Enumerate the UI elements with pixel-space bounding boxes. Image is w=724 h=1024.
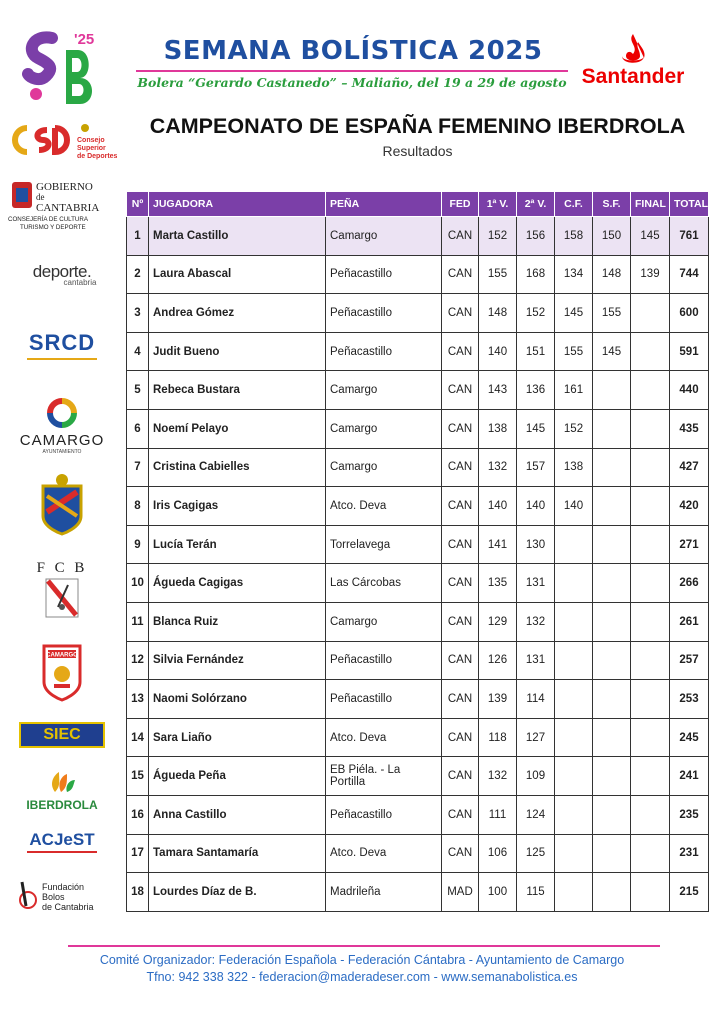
cell-round1: 111 <box>479 795 517 834</box>
cell-round1: 118 <box>479 718 517 757</box>
cell-total: 253 <box>670 680 709 719</box>
cell-fed: CAN <box>442 371 479 410</box>
cell-pena: Camargo <box>326 217 442 256</box>
table-row <box>127 602 709 641</box>
santander-wordmark: Santander <box>581 65 685 88</box>
cell-round2: 145 <box>517 409 555 448</box>
cell-fed: CAN <box>442 718 479 757</box>
cell-player: Águeda Peña <box>149 757 326 796</box>
cell-number: 4 <box>127 332 149 371</box>
cell-fed: CAN <box>442 602 479 641</box>
cell-pena: Camargo <box>326 409 442 448</box>
svg-text:Superior: Superior <box>77 145 106 152</box>
cell-round1: 143 <box>479 371 517 410</box>
cell-round1: 155 <box>479 255 517 294</box>
fundacion-bolos-icon <box>6 876 118 916</box>
table-row <box>127 409 709 448</box>
cell-number: 9 <box>127 525 149 564</box>
svg-text:TURISMO Y DEPORTE: TURISMO Y DEPORTE <box>20 224 86 231</box>
event-title: SEMANA BOLÍSTICA 2025 <box>163 36 543 66</box>
cell-pena: Camargo <box>326 371 442 410</box>
cell-player: Rebeca Bustara <box>149 371 326 410</box>
svg-text:CONSEJERÍA DE CULTURA: CONSEJERÍA DE CULTURA <box>8 216 88 223</box>
cell-pena: EB Piéla. - La Portilla <box>326 757 442 796</box>
cell-quarterfinal <box>555 602 593 641</box>
cell-fed: CAN <box>442 564 479 603</box>
cell-number: 17 <box>127 834 149 873</box>
srcd-logo: SRCD <box>6 330 118 360</box>
svg-text:Consejo: Consejo <box>77 137 105 144</box>
santander-flame-icon <box>618 32 648 66</box>
svg-text:GOBIERNO: GOBIERNO <box>36 181 93 193</box>
cell-semifinal <box>593 757 631 796</box>
cell-player: Judit Bueno <box>149 332 326 371</box>
cell-total: 761 <box>670 217 709 256</box>
title-divider <box>136 70 568 72</box>
cell-total: 271 <box>670 525 709 564</box>
cell-final <box>631 641 670 680</box>
cell-semifinal <box>593 371 631 410</box>
cell-semifinal <box>593 564 631 603</box>
results-subtitle: Resultados <box>382 143 453 159</box>
cell-quarterfinal <box>555 757 593 796</box>
table-row <box>127 757 709 796</box>
table-row <box>127 525 709 564</box>
club-shield-logo <box>6 472 118 542</box>
logo-year-badge: '25 <box>74 31 95 48</box>
svg-text:Bolos: Bolos <box>42 892 65 902</box>
cell-pena: Peñacastillo <box>326 255 442 294</box>
cell-final <box>631 332 670 371</box>
cell-fed: CAN <box>442 332 479 371</box>
cell-quarterfinal: 158 <box>555 217 593 256</box>
cell-round1: 100 <box>479 873 517 912</box>
cell-semifinal <box>593 641 631 680</box>
cell-final <box>631 371 670 410</box>
cell-pena: Peñacastillo <box>326 332 442 371</box>
col-header-round2: 2ª V. <box>517 192 555 217</box>
cell-total: 235 <box>670 795 709 834</box>
cell-pena: Madrileña <box>326 873 442 912</box>
cell-player: Lourdes Díaz de B. <box>149 873 326 912</box>
cell-player: Noemí Pelayo <box>149 409 326 448</box>
cell-round2: 131 <box>517 641 555 680</box>
results-body <box>127 217 709 912</box>
cell-player: Lucía Terán <box>149 525 326 564</box>
cell-round2: 114 <box>517 680 555 719</box>
cell-round1: 140 <box>479 332 517 371</box>
cell-quarterfinal: 152 <box>555 409 593 448</box>
cell-number: 8 <box>127 487 149 526</box>
cell-semifinal <box>593 487 631 526</box>
cell-total: 744 <box>670 255 709 294</box>
cell-total: 420 <box>670 487 709 526</box>
cell-round2: 125 <box>517 834 555 873</box>
table-row <box>127 680 709 719</box>
acjest-underline <box>27 851 97 853</box>
table-row <box>127 718 709 757</box>
table-row <box>127 873 709 912</box>
cell-pena: Atco. Deva <box>326 834 442 873</box>
cell-round2: 109 <box>517 757 555 796</box>
col-header-quarterfinal: C.F. <box>555 192 593 217</box>
cell-number: 5 <box>127 371 149 410</box>
cell-player: Andrea Gómez <box>149 294 326 333</box>
table-row <box>127 371 709 410</box>
cell-player: Naomi Solórzano <box>149 680 326 719</box>
cell-final <box>631 795 670 834</box>
cell-semifinal: 148 <box>593 255 631 294</box>
col-header-number: Nº <box>127 192 149 217</box>
cell-quarterfinal <box>555 525 593 564</box>
cell-total: 600 <box>670 294 709 333</box>
cell-final <box>631 294 670 333</box>
cell-fed: CAN <box>442 757 479 796</box>
iberdrola-leaves-icon <box>47 770 77 794</box>
table-row <box>127 448 709 487</box>
cell-number: 13 <box>127 680 149 719</box>
srcd-underline <box>27 358 97 360</box>
table-row <box>127 217 709 256</box>
footer-organizers: Comité Organizador: Federación Española - Federación Cántabra - Ayuntamiento de Camargo <box>99 953 625 967</box>
cell-fed: CAN <box>442 487 479 526</box>
cell-semifinal: 155 <box>593 294 631 333</box>
siec-logo: SIEC <box>6 722 118 748</box>
footer-divider <box>68 945 660 947</box>
svg-text:de Cantabria: de Cantabria <box>42 902 94 912</box>
cell-quarterfinal <box>555 873 593 912</box>
cell-pena: Camargo <box>326 448 442 487</box>
cell-fed: CAN <box>442 641 479 680</box>
cell-pena: Peñacastillo <box>326 641 442 680</box>
cell-final <box>631 834 670 873</box>
cell-round1: 148 <box>479 294 517 333</box>
cell-total: 245 <box>670 718 709 757</box>
cell-round2: 115 <box>517 873 555 912</box>
svg-text:de Deportes: de Deportes <box>77 153 117 160</box>
cell-fed: CAN <box>442 294 479 333</box>
cell-round1: 152 <box>479 217 517 256</box>
cell-total: 440 <box>670 371 709 410</box>
cell-player: Anna Castillo <box>149 795 326 834</box>
table-row <box>127 332 709 371</box>
svg-text:de: de <box>36 192 45 202</box>
cell-pena: Torrelavega <box>326 525 442 564</box>
fcb-logo: F C B <box>6 560 118 625</box>
cell-player: Sara Liaño <box>149 718 326 757</box>
acjest-logo: ACJeST <box>6 830 118 853</box>
cell-round2: 152 <box>517 294 555 333</box>
cell-final <box>631 525 670 564</box>
cell-quarterfinal <box>555 718 593 757</box>
cell-pena: Peñacastillo <box>326 294 442 333</box>
cell-semifinal <box>593 448 631 487</box>
cell-fed: CAN <box>442 217 479 256</box>
cell-number: 14 <box>127 718 149 757</box>
cell-final: 139 <box>631 255 670 294</box>
cell-total: 435 <box>670 409 709 448</box>
cell-fed: MAD <box>442 873 479 912</box>
cell-round2: 157 <box>517 448 555 487</box>
cell-quarterfinal <box>555 795 593 834</box>
cell-round2: 132 <box>517 602 555 641</box>
cell-number: 6 <box>127 409 149 448</box>
fundacion-bolos-logo <box>6 876 118 920</box>
cell-final <box>631 757 670 796</box>
cell-total: 591 <box>670 332 709 371</box>
cell-number: 11 <box>127 602 149 641</box>
deporte-cantabria-logo: deporte. cantabria <box>32 262 97 287</box>
cell-final <box>631 448 670 487</box>
cell-round1: 132 <box>479 448 517 487</box>
col-header-semifinal: S.F. <box>593 192 631 217</box>
table-row <box>127 641 709 680</box>
cell-number: 18 <box>127 873 149 912</box>
club-crest-icon <box>37 472 87 538</box>
table-row <box>127 564 709 603</box>
cell-player: Cristina Cabielles <box>149 448 326 487</box>
footer-contact: Tfno: 942 338 322 - federacion@maderadeser.com - www.semanabolistica.es <box>146 970 578 984</box>
cell-semifinal <box>593 525 631 564</box>
cell-round2: 127 <box>517 718 555 757</box>
cell-total: 257 <box>670 641 709 680</box>
cell-semifinal: 150 <box>593 217 631 256</box>
cell-fed: CAN <box>442 409 479 448</box>
cell-semifinal <box>593 795 631 834</box>
cell-player: Águeda Cagigas <box>149 564 326 603</box>
svg-text:CAMARGO: CAMARGO <box>46 652 78 659</box>
cell-number: 12 <box>127 641 149 680</box>
table-row <box>127 834 709 873</box>
cell-round1: 141 <box>479 525 517 564</box>
cell-round2: 131 <box>517 564 555 603</box>
table-row <box>127 255 709 294</box>
cell-round2: 168 <box>517 255 555 294</box>
cell-quarterfinal <box>555 680 593 719</box>
table-header-row <box>127 192 709 217</box>
cell-semifinal <box>593 718 631 757</box>
cell-total: 427 <box>670 448 709 487</box>
cell-number: 1 <box>127 217 149 256</box>
cell-round1: 138 <box>479 409 517 448</box>
cell-quarterfinal: 138 <box>555 448 593 487</box>
table-row <box>127 487 709 526</box>
cell-pena: Peñacastillo <box>326 795 442 834</box>
gobierno-cantabria-logo <box>6 178 118 236</box>
cell-fed: CAN <box>442 525 479 564</box>
camargo-logo: CAMARGO AYUNTAMIENTO <box>6 398 118 455</box>
cell-player: Laura Abascal <box>149 255 326 294</box>
col-header-total: TOTAL <box>670 192 709 217</box>
cell-fed: CAN <box>442 834 479 873</box>
cell-round2: 124 <box>517 795 555 834</box>
results-table <box>126 191 709 912</box>
col-header-player: JUGADORA <box>149 192 326 217</box>
cell-quarterfinal: 161 <box>555 371 593 410</box>
camargo-symbol-icon <box>47 398 77 428</box>
cell-player: Blanca Ruiz <box>149 602 326 641</box>
cell-final <box>631 409 670 448</box>
cell-fed: CAN <box>442 448 479 487</box>
csd-emblem-icon <box>7 120 117 160</box>
camargo-shield-logo <box>6 642 118 706</box>
cell-total: 261 <box>670 602 709 641</box>
col-header-final: FINAL <box>631 192 670 217</box>
iberdrola-logo: IBERDROLA <box>6 770 118 812</box>
cell-total: 215 <box>670 873 709 912</box>
col-header-pena: PEÑA <box>326 192 442 217</box>
cell-pena: Atco. Deva <box>326 487 442 526</box>
championship-title: CAMPEONATO DE ESPAÑA FEMENINO IBERDROLA <box>149 114 686 138</box>
cell-quarterfinal: 140 <box>555 487 593 526</box>
cell-number: 10 <box>127 564 149 603</box>
cell-semifinal <box>593 409 631 448</box>
csd-logo <box>6 120 118 164</box>
gobierno-shield-icon <box>6 178 118 232</box>
cell-round1: 126 <box>479 641 517 680</box>
cell-round1: 106 <box>479 834 517 873</box>
cell-round1: 129 <box>479 602 517 641</box>
cell-fed: CAN <box>442 255 479 294</box>
cell-fed: CAN <box>442 680 479 719</box>
cell-semifinal <box>593 680 631 719</box>
cell-final <box>631 680 670 719</box>
cell-semifinal <box>593 834 631 873</box>
col-header-fed: FED <box>442 192 479 217</box>
cell-number: 3 <box>127 294 149 333</box>
cell-player: Silvia Fernández <box>149 641 326 680</box>
cell-quarterfinal <box>555 834 593 873</box>
cell-round2: 140 <box>517 487 555 526</box>
table-row <box>127 294 709 333</box>
cell-final <box>631 602 670 641</box>
event-subtitle: Bolera “Gerardo Castanedo” – Maliaño, del 19 a 29 de agosto <box>137 75 567 90</box>
cell-round2: 136 <box>517 371 555 410</box>
cell-number: 2 <box>127 255 149 294</box>
cell-number: 15 <box>127 757 149 796</box>
cell-quarterfinal: 134 <box>555 255 593 294</box>
cell-semifinal <box>593 873 631 912</box>
cell-pena: Atco. Deva <box>326 718 442 757</box>
cell-pena: Las Cárcobas <box>326 564 442 603</box>
cell-round1: 140 <box>479 487 517 526</box>
cell-total: 241 <box>670 757 709 796</box>
cell-number: 16 <box>127 795 149 834</box>
cell-player: Marta Castillo <box>149 217 326 256</box>
sb-logo-icon <box>22 28 102 110</box>
cell-round2: 156 <box>517 217 555 256</box>
cell-total: 231 <box>670 834 709 873</box>
cell-final <box>631 873 670 912</box>
cell-round1: 132 <box>479 757 517 796</box>
cell-round1: 135 <box>479 564 517 603</box>
svg-text:Fundación: Fundación <box>42 882 85 892</box>
cell-total: 266 <box>670 564 709 603</box>
camargo-shield-icon <box>42 642 82 702</box>
santander-logo <box>578 32 688 94</box>
cell-final <box>631 487 670 526</box>
semana-bolistica-logo <box>22 28 102 110</box>
cell-quarterfinal: 145 <box>555 294 593 333</box>
cell-fed: CAN <box>442 795 479 834</box>
cell-semifinal <box>593 602 631 641</box>
col-header-round1: 1ª V. <box>479 192 517 217</box>
cell-pena: Peñacastillo <box>326 680 442 719</box>
svg-text:CANTABRIA: CANTABRIA <box>36 202 100 214</box>
cell-player: Iris Cagigas <box>149 487 326 526</box>
cell-round2: 130 <box>517 525 555 564</box>
cell-final <box>631 564 670 603</box>
cell-pena: Camargo <box>326 602 442 641</box>
cell-semifinal: 145 <box>593 332 631 371</box>
cell-final: 145 <box>631 217 670 256</box>
cell-round2: 151 <box>517 332 555 371</box>
cell-quarterfinal <box>555 564 593 603</box>
cell-round1: 139 <box>479 680 517 719</box>
cell-final <box>631 718 670 757</box>
cell-number: 7 <box>127 448 149 487</box>
fcb-emblem-icon <box>42 577 82 621</box>
table-row <box>127 795 709 834</box>
cell-quarterfinal <box>555 641 593 680</box>
cell-quarterfinal: 155 <box>555 332 593 371</box>
cell-player: Tamara Santamaría <box>149 834 326 873</box>
